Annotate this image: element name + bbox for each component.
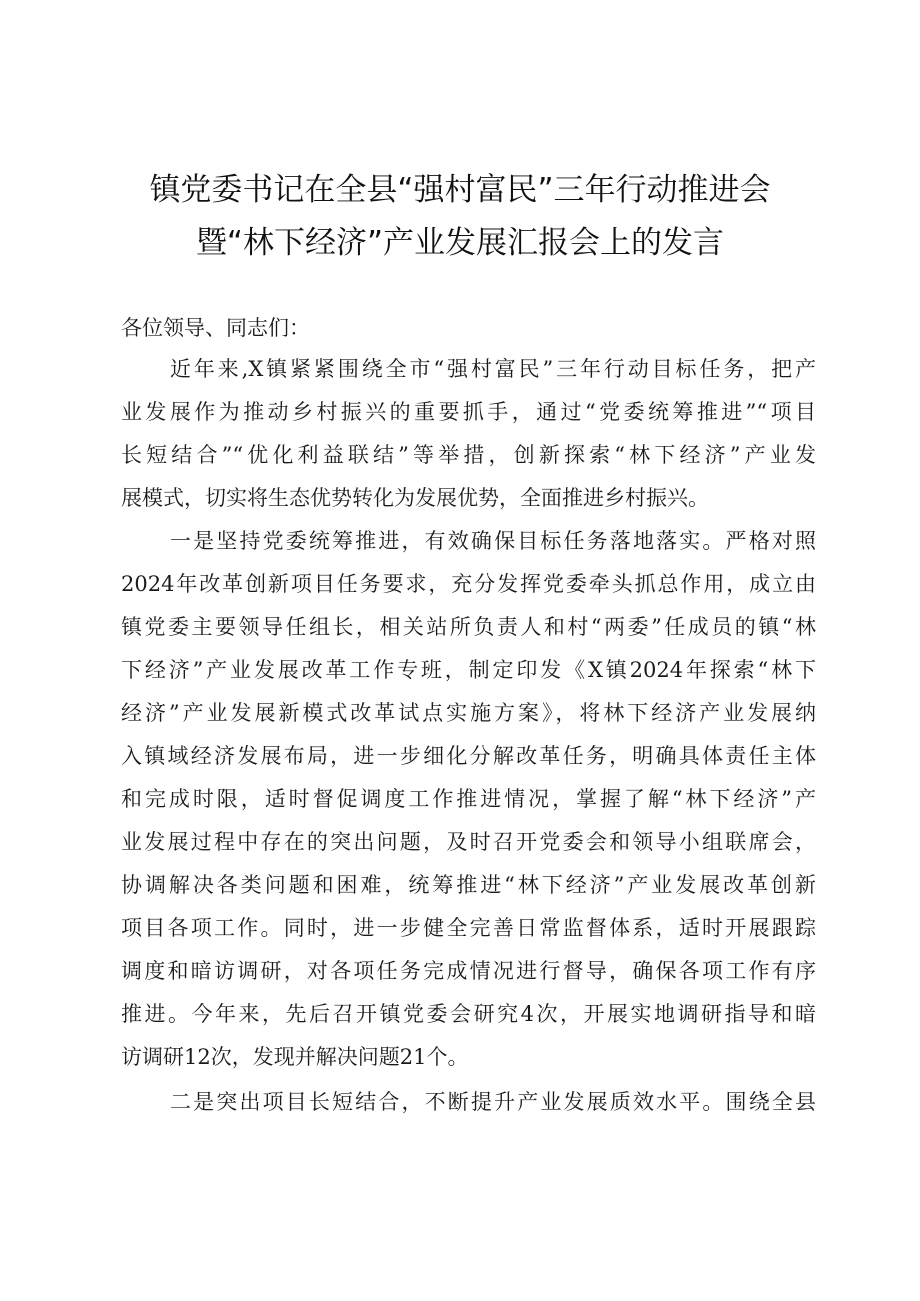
paragraph-line: 业发展作为推动乡村振兴的重要抓手，通过“党委统筹推进”“项目 [121,400,816,424]
paragraph-line: 长短结合”“优化利益联结”等举措，创新探索“林下经济”产业发 [121,443,816,467]
salutation: 各位领导、同志们： [121,316,310,340]
paragraph-line: 近年来,X镇紧紧围绕全市“强村富民”三年行动目标任务，把产 [170,357,816,381]
paragraph-line: 业发展过程中存在的突出问题，及时召开党委会和领导小组联席会， [121,830,816,854]
paragraph-line: 项目各项工作。同时，进一步健全完善日常监督体系，适时开展跟踪 [121,916,816,940]
paragraph-line: 协调解决各类问题和困难，统筹推进“林下经济”产业发展改革创新 [121,873,816,897]
paragraph-line: 一是坚持党委统筹推进，有效确保目标任务落地落实。严格对照 [170,529,816,553]
paragraph-line: 下经济”产业发展改革工作专班，制定印发《X镇2024年探索“林下 [121,658,816,682]
paragraph-line: 调度和暗访调研，对各项任务完成情况进行督导，确保各项工作有序 [121,959,816,983]
paragraph-line: 经济”产业发展新模式改革试点实施方案》，将林下经济产业发展纳 [121,701,816,725]
paragraph-line: 镇党委主要领导任组长，相关站所负责人和村“两委”任成员的镇“林 [121,615,816,639]
paragraph-line: 展模式，切实将生态优势转化为发展优势，全面推进乡村振兴。 [121,486,709,510]
document-title-line-2: 暨“林下经济”产业发展汇报会上的发言 [195,225,725,261]
paragraph-line: 推进。今年来，先后召开镇党委会研究4次，开展实地调研指导和暗 [121,1002,816,1026]
paragraph-line: 访调研12次，发现并解决问题21个。 [121,1045,469,1069]
paragraph-line: 2024年改革创新项目任务要求，充分发挥党委牵头抓总作用，成立由 [121,572,816,596]
paragraph-line: 二是突出项目长短结合，不断提升产业发展质效水平。围绕全县 [170,1090,816,1114]
paragraph-line: 和完成时限，适时督促调度工作推进情况，掌握了解“林下经济”产 [121,787,816,811]
paragraph-line: 入镇域经济发展布局，进一步细化分解改革任务，明确具体责任主体 [121,744,816,768]
document-title-line-1: 镇党委书记在全县“强村富民”三年行动推进会 [149,172,771,208]
